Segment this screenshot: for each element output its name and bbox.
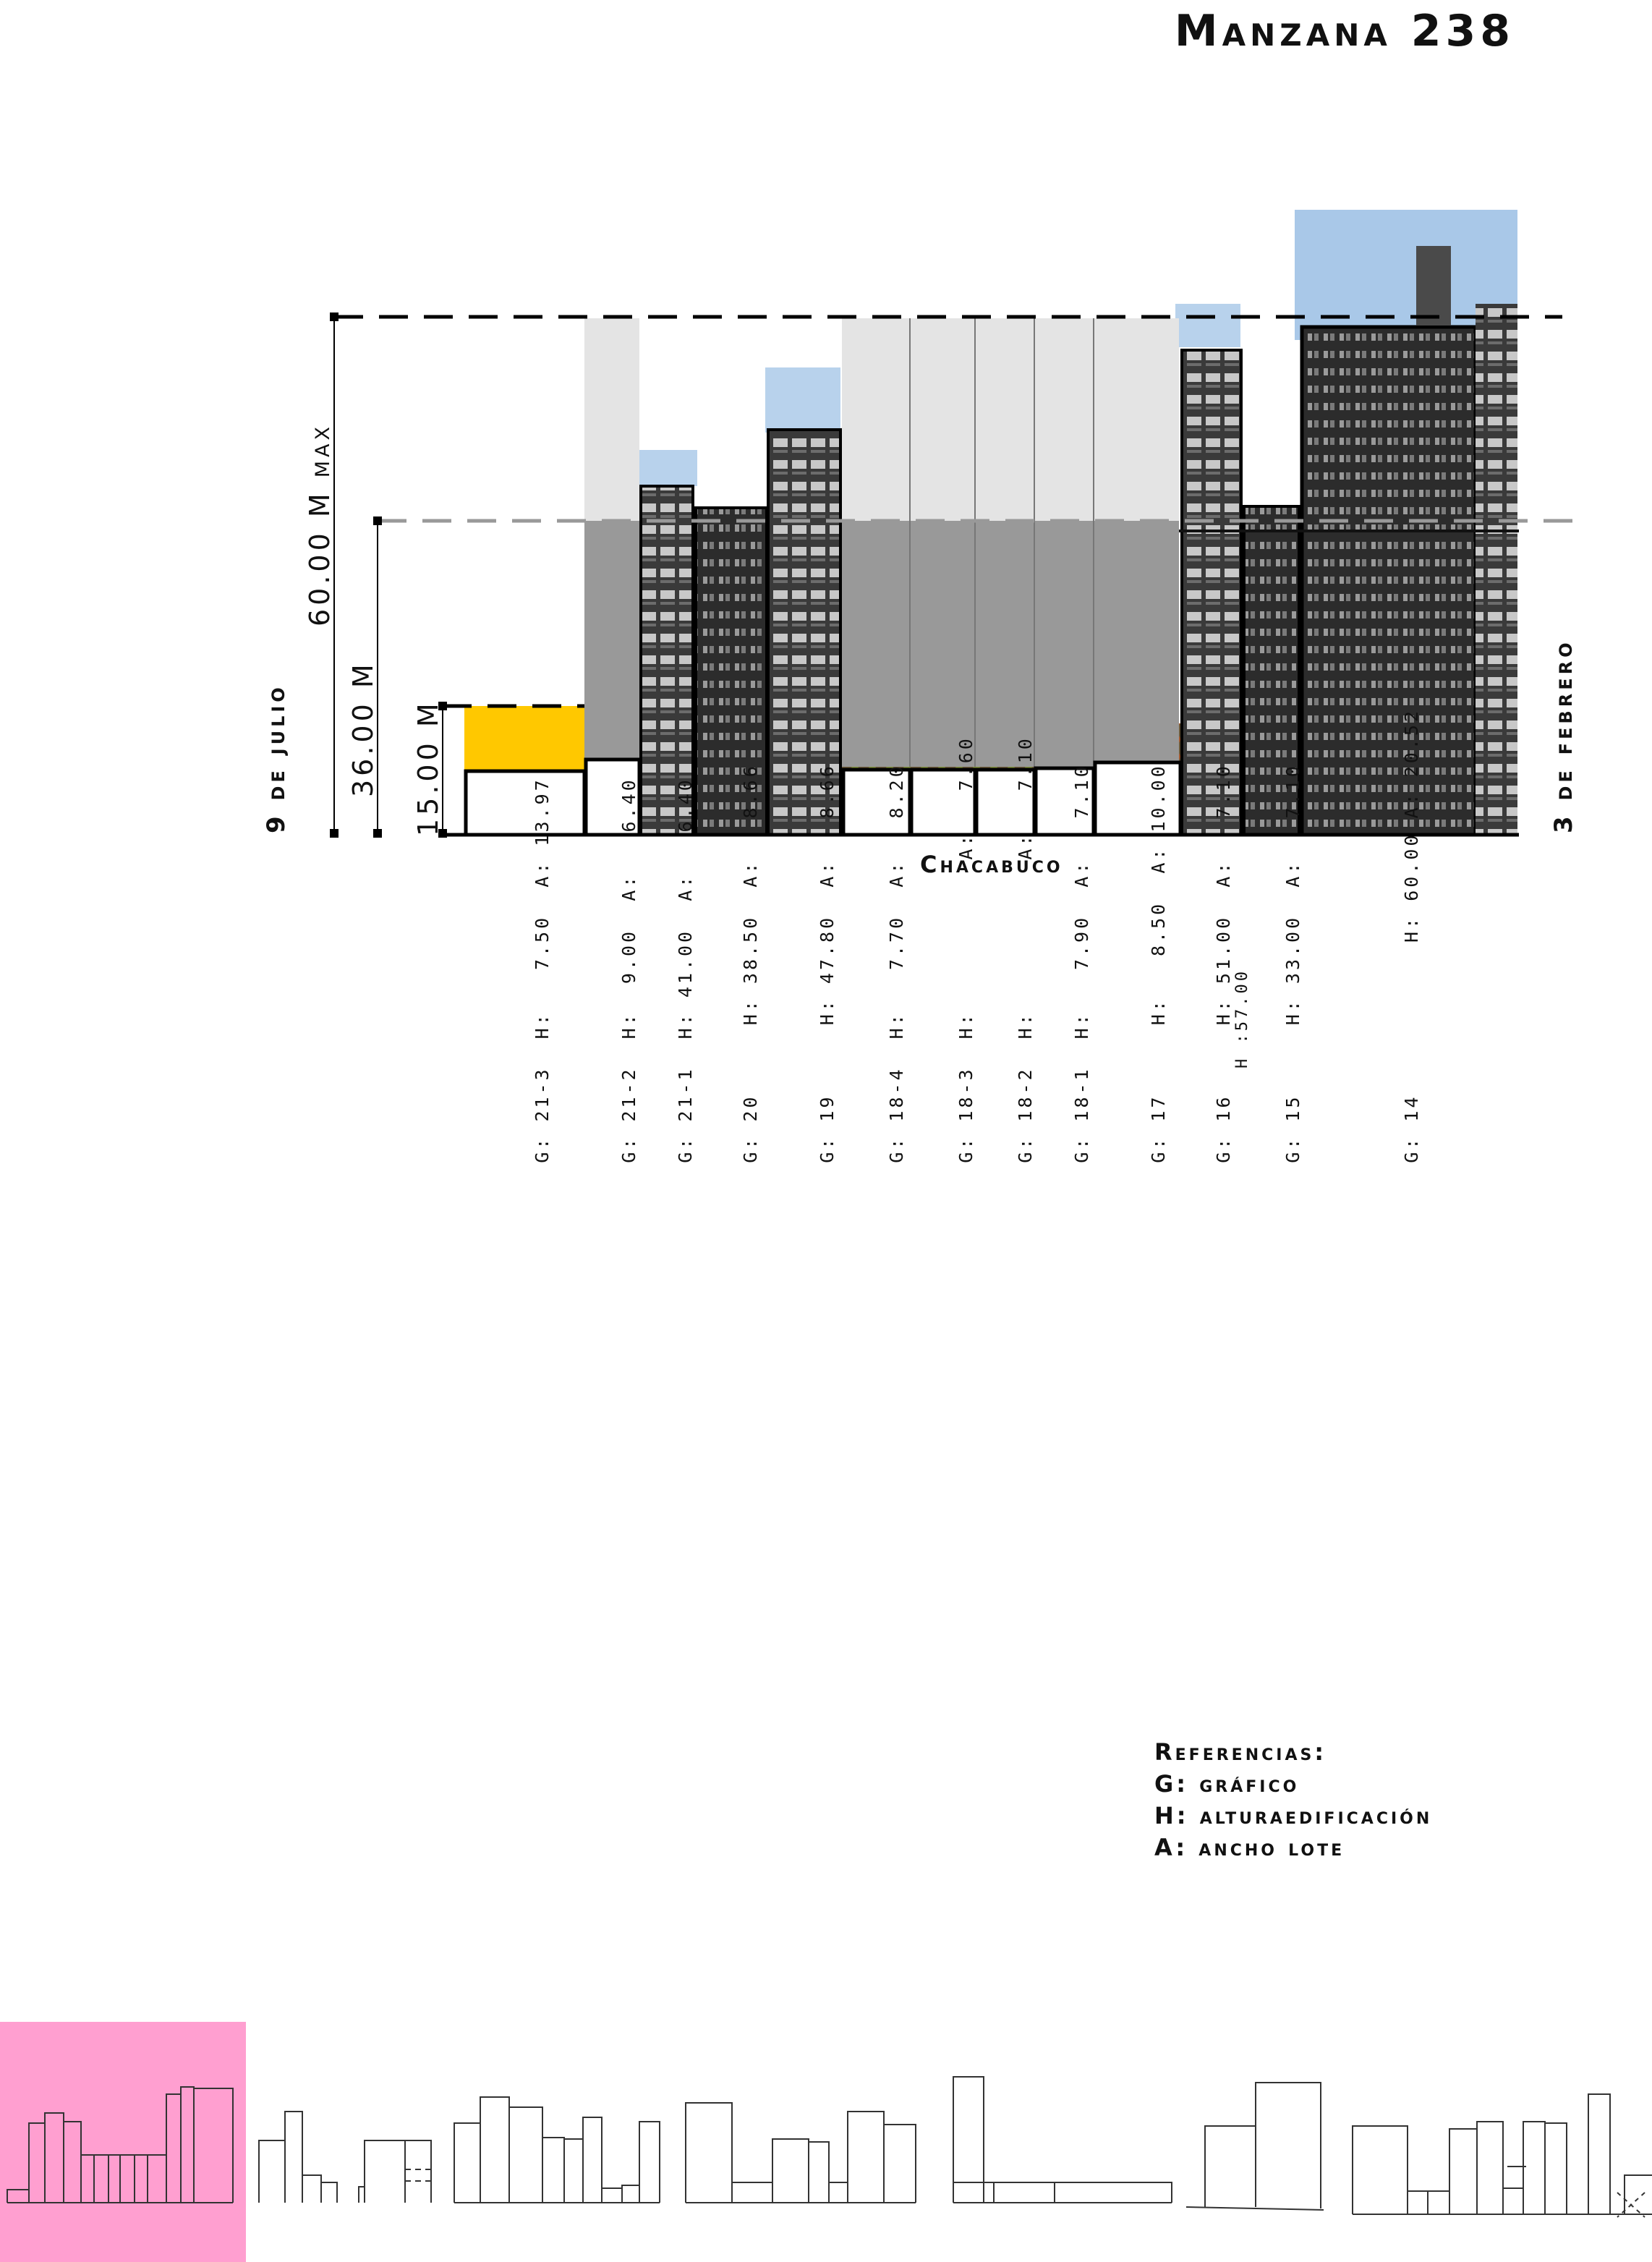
tower-top-14: [1416, 246, 1451, 326]
lot-a: A: 6.40: [618, 777, 639, 901]
lot-h: H: 9.00: [618, 928, 639, 1039]
lot-row: [1050, 763, 1113, 1218]
tower-right-photo: [1476, 304, 1517, 835]
lot-row: [719, 763, 782, 1218]
lot-h: H: 7.70: [886, 914, 907, 1039]
page-title: Manzana 238: [1174, 6, 1515, 56]
lot-h: H: 47.80: [817, 914, 838, 1026]
lot-g: G: 18-3: [955, 1066, 976, 1163]
lot-h: H: 8.50: [1148, 901, 1169, 1026]
setback-21-3: [464, 706, 584, 770]
legend-title: Referencias:: [1154, 1738, 1327, 1766]
lot-g: G: 20: [740, 1094, 761, 1163]
lot-a: A: 8.66: [817, 763, 838, 888]
thumbnail-5[interactable]: [953, 2077, 1172, 2203]
street-left-label: 9 de julio: [262, 684, 291, 833]
lot-row: [865, 763, 928, 1218]
lot-h: H: 7.90: [1071, 914, 1092, 1039]
street-right-label: 3 de febrero: [1549, 639, 1578, 833]
lot-g: G: 21-2: [618, 1066, 639, 1163]
lot-g: G: 18-4: [886, 1066, 907, 1163]
sky-photo-19: [765, 367, 840, 433]
lot-g: G: 21-3: [532, 1066, 553, 1163]
dim-label-60: 60.00 M max: [304, 423, 336, 626]
lot-a: A: 8.20: [886, 763, 907, 888]
lot-a: A: 7.10: [1015, 736, 1036, 860]
lot-row: [994, 736, 1057, 1218]
lot-row: [511, 777, 574, 1218]
lot-h: H: 41.00: [675, 928, 696, 1039]
legend-item-a: A: ancho lote: [1154, 1834, 1345, 1861]
lot-h: H:: [955, 1011, 976, 1039]
block-thumbnail-strip: [0, 2022, 1652, 2262]
lot-a: A: 10.00: [1148, 763, 1169, 874]
lot-a: A: 6.40: [675, 777, 696, 901]
lot-h: H: 33.00: [1282, 914, 1303, 1026]
legend: [1154, 1736, 1432, 1863]
lot-g: G: 21-1: [675, 1066, 696, 1163]
lot-a: A: 8.66: [740, 763, 761, 888]
lot-a: A: 7.10: [1282, 763, 1303, 888]
lot-h: H: 7.50: [532, 914, 553, 1039]
lot-a: A: 20.52: [1401, 708, 1422, 819]
lot-a: A: 13.97: [532, 777, 553, 888]
thumbnail-2[interactable]: [259, 2112, 431, 2203]
lot-h: H: 51.00: [1213, 914, 1234, 1026]
lot-h: H:: [1015, 1011, 1036, 1039]
lot-a: A: 7.10: [1213, 763, 1234, 888]
thumbnail-6[interactable]: [1186, 2083, 1324, 2210]
lot-row: [796, 763, 859, 1218]
dim-label-36: 36.00 M: [347, 660, 379, 797]
lot-g: G: 16: [1213, 1094, 1234, 1163]
lot-a: A: 7.10: [1071, 763, 1092, 888]
lot-row: [1380, 708, 1443, 1218]
lot-h-alt: H :57.00: [1233, 969, 1251, 1069]
lot-row: [1127, 763, 1190, 1218]
envelope-upper-18: [842, 318, 1179, 521]
thumbnail-1[interactable]: [7, 2087, 233, 2203]
lot-g: G: 17: [1148, 1094, 1169, 1163]
lot-h: H: 38.50: [740, 914, 761, 1026]
sky-photo-16: [1175, 304, 1240, 347]
legend-item-h: H: alturaedificación: [1154, 1802, 1433, 1829]
building-16: [1182, 350, 1241, 835]
envelope-lower-18: [842, 521, 1179, 767]
envelope-upper-21-2: [584, 318, 639, 521]
lot-row: [597, 777, 660, 1218]
lot-g: G: 18-2: [1015, 1066, 1036, 1163]
lot-g: G: 18-1: [1071, 1066, 1092, 1163]
thumbnail-7[interactable]: [1353, 2094, 1652, 2217]
thumbnail-3[interactable]: [454, 2097, 660, 2203]
dim-label-15: 15.00 M: [412, 700, 444, 836]
lot-g: G: 14: [1401, 1094, 1422, 1163]
thumbnail-4[interactable]: [686, 2103, 916, 2203]
legend-item-g: G: gráfico: [1154, 1770, 1300, 1798]
sky-photo-21-1: [639, 450, 697, 486]
street-bottom-label: Chacabuco: [920, 851, 1063, 878]
lot-row: [1261, 763, 1324, 1218]
lot-row: [934, 736, 997, 1218]
envelope-lower-21-2: [584, 521, 639, 760]
lot-g: G: 19: [817, 1094, 838, 1163]
lot-h: H: 60.00: [1401, 832, 1422, 943]
lot-g: G: 15: [1282, 1094, 1303, 1163]
thumbnail-outlines: [0, 2022, 1652, 2262]
lot-row: [654, 777, 717, 1218]
lot-a: A: 7.60: [955, 736, 976, 860]
